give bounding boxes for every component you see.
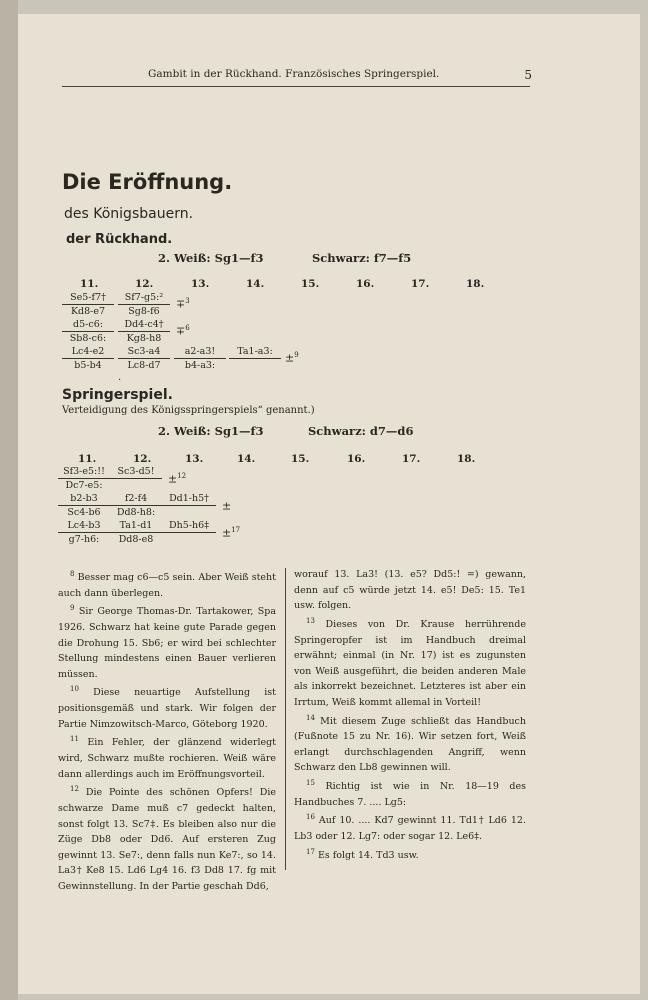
t1-col-header: 14.: [246, 278, 265, 290]
header-rule: [62, 86, 530, 87]
footnotes-left: [58, 567, 276, 895]
t1-cell: Sc3-a4 Lc8-d7: [118, 345, 170, 372]
footnote: $^{11}$ Ein Fehler, der glänzend widerlegt wird, Schwarz mußte rochieren. Weiß wäre dann allerdings auch im Eröffnungsvorteil.: [58, 735, 277, 780]
t2-col-header: 17.: [402, 453, 421, 465]
t2-eval-mark: ±: [222, 499, 232, 513]
t1-col-header: 18.: [466, 278, 485, 290]
footnote: $^{16}$ Auf 10. .... Kd7 gewinnt 11. Td1† Ld6 12. Lb3 oder 12. Lg7: oder sogar 12. Le6‡.: [294, 813, 526, 843]
t1-cell: Dd4-c4† Kg8-h8: [118, 318, 170, 345]
t1-col-header: 15.: [301, 278, 320, 290]
t2-cell: Lc4-b3 g7-h6:: [58, 519, 110, 546]
section-heading: der Rückhand.: [66, 232, 173, 247]
t1-cell: a2-a3! b4-a3:: [174, 345, 226, 372]
header-title: Gambit in der Rückhand. Französisches Springerspiel.: [148, 68, 440, 80]
t2-col-header: 18.: [457, 453, 476, 465]
t2-move-black: Schwarz: d7—d6: [308, 424, 414, 438]
t2-cell: Dh5-h6‡: [162, 519, 216, 533]
book-spine-shadow: [0, 0, 18, 1000]
t2-cell: b2-b3 Sc4-b6: [58, 492, 110, 519]
t2-col-header: 12.: [133, 453, 152, 465]
ink-dot: .: [118, 372, 122, 383]
footnote: $^{10}$ Diese neuartige Aufstellung ist positionsgemäß und stark. Wir folgen der Partie Nimzowitsch-Marco, Göteborg 1920.: [58, 685, 276, 730]
t2-col-header: 16.: [347, 453, 366, 465]
footnote: $^{13}$ Dieses von Dr. Krause herrührende Springeropfer ist im Handbuch dreimal erwähnt; einmal (in Nr. 17) ist es zugunsten von Weiß ausgeführt, die beiden anderen Male als inkorrekt bezeichnet. Letzteres ist aber ein Irrtum, Weiß kommt allemal in Vorteil!: [294, 616, 526, 708]
t2-col-header: 15.: [291, 453, 310, 465]
footnote: $^{14}$ Mit diesem Zuge schließt das Handbuch (Fußnote 15 zu Nr. 16). Wir setzen fort, Weiß erlangt durchschlagenden Angriff, wenn Schwarz den Lb8 gewinnen will.: [294, 713, 527, 774]
t2-col-header: 11.: [78, 453, 97, 465]
t1-col-header: 16.: [356, 278, 375, 290]
t2-eval-mark: ±$^{17}$: [222, 526, 241, 540]
t2-cell: Sf3-e5:!! Dc7-e5:: [58, 465, 110, 492]
t2-cell: Ta1-d1 Dd8-e8: [110, 519, 162, 546]
t1-move-white: 2. Weiß: Sg1—f3: [158, 251, 264, 265]
section2-subtitle: Verteidigung des Königsspringerspiels“ genannt.): [62, 405, 315, 416]
t1-cell: Ta1-a3:: [229, 345, 281, 359]
t2-col-header: 13.: [185, 453, 204, 465]
t2-col-header: 14.: [237, 453, 256, 465]
t1-cell: d5-c6: Sb8-c6:: [62, 318, 114, 345]
t1-eval-mark: ∓$^6$: [176, 324, 190, 338]
t1-eval-mark: ∓$^3$: [176, 297, 190, 311]
t1-col-header: 13.: [191, 278, 210, 290]
t1-cell: Sf7-g5:² Sg8-f6: [118, 291, 170, 318]
t1-col-header: 12.: [135, 278, 154, 290]
t1-eval-mark: ±$^9$: [285, 351, 299, 365]
footnote: $^{12}$ Die Pointe des schönen Opfers! Die schwarze Dame muß c7 gedeckt halten, sonst folgt 13. Sc7‡. Es bleiben also nur die Züge Db8 oder Dd6. Auf ersteren Zug gewinnt 13. Se7:, denn falls nun Ke7:, so 14. La3† Ke8 15. Ld6 Lg4 16. f3 Dd8 17. fg mit Gewinnstellung. In der Partie geschah Dd6,: [58, 785, 276, 893]
footnotes-right: [294, 567, 526, 863]
t1-cell: Lc4-e2 b5-b4: [62, 345, 114, 372]
t2-cell: f2-f4 Dd8-h8:: [110, 492, 162, 519]
page-subtitle: des Königsbauern.: [64, 206, 194, 222]
page-number: 5: [524, 68, 532, 82]
t2-cell: Sc3-d5!: [110, 465, 162, 479]
t1-col-header: 17.: [411, 278, 430, 290]
t2-move-white: 2. Weiß: Sg1—f3: [158, 424, 264, 438]
t1-move-black: Schwarz: f7—f5: [312, 251, 412, 265]
t1-cell: Se5-f7† Kd8-e7: [62, 291, 114, 318]
footnote: $^8$ Besser mag c6—c5 sein. Aber Weiß steht auch dann überlegen.: [58, 570, 276, 599]
page-title: Die Eröffnung.: [62, 170, 233, 194]
t1-col-header: 11.: [80, 278, 99, 290]
footnote: $^9$ Sir George Thomas-Dr. Tartakower, Spa 1926. Schwarz hat keine gute Parade gegen die Drohung 15. Sb6; er wird bei schlechter Stellung mindestens einen Bauer verlieren müssen.: [58, 604, 276, 680]
t2-eval-mark: ±$^{12}$: [168, 472, 187, 486]
footnote: $^{15}$ Richtig ist wie in Nr. 18—19 des Handbuches 7. .... Lg5:: [294, 779, 527, 808]
footnote: $^{17}$ Es folgt 14. Td3 usw.: [306, 847, 419, 861]
column-divider: [285, 568, 286, 870]
t2-cell: Dd1-h5†: [162, 492, 216, 506]
section2-heading: Springerspiel.: [62, 387, 173, 403]
footnote-continuation: worauf 13. La3! (13. e5? Dd5:! =) gewann, denn auf c5 würde jetzt 14. e5! De5: 15. Te1 usw. folgen.: [294, 569, 526, 612]
